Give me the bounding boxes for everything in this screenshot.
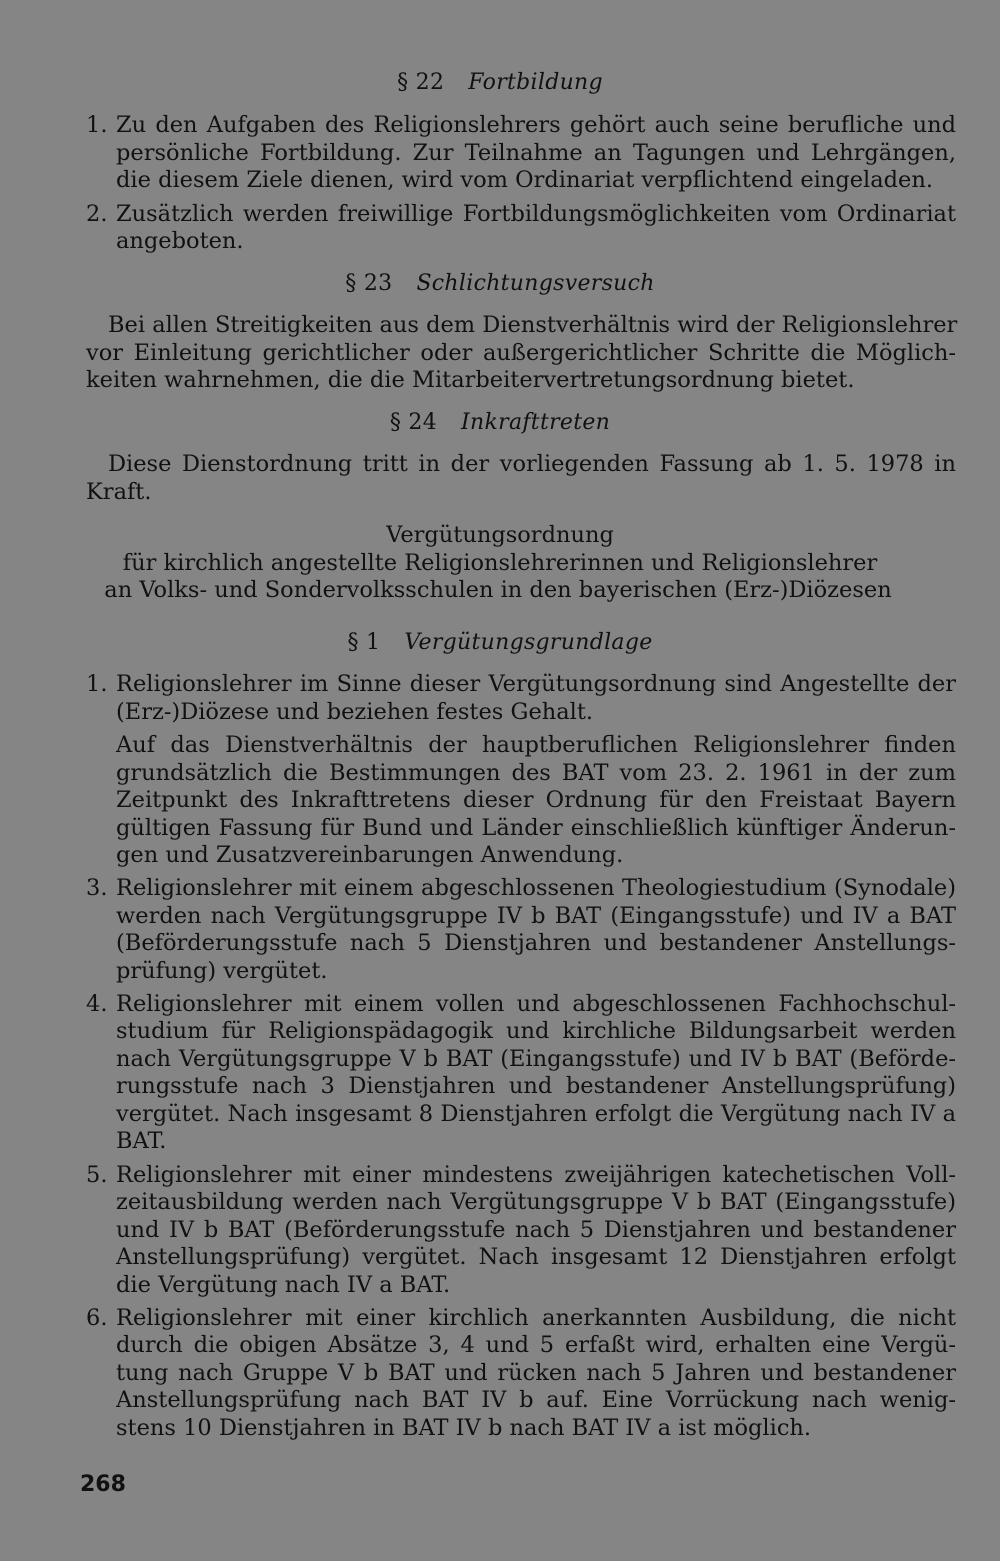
text-line: persönliche Fortbildung. Zur Teilnahme an Tagungen und Lehrgängen, [116, 140, 956, 166]
section-23-heading [0, 271, 1000, 296]
section-22-heading [0, 70, 1000, 95]
text-line: zeitausbildung werden nach Vergütungsgruppe V b BAT (Eingangsstufe) [116, 1189, 956, 1215]
text-line: Religionslehrer mit einer mindestens zweijährigen katechetischen Voll- [116, 1162, 956, 1188]
list-marker: 1. [86, 112, 108, 138]
text-line: Religionslehrer im Sinne dieser Vergütungsordnung sind Angestellte der [116, 671, 956, 697]
text-line: vergütet. Nach insgesamt 8 Dienstjahren erfolgt die Vergütung nach IV a [116, 1101, 956, 1127]
section-title: Fortbildung [468, 70, 603, 95]
text-line: (Beförderungsstufe nach 5 Dienstjahren und bestandener Anstellungs- [116, 930, 956, 956]
text-line: prüfung) vergütet. [116, 958, 328, 984]
section-number: § 1 [347, 630, 381, 655]
text-line: vor Einleitung gerichtlicher oder außergerichtlicher Schritte die Möglich- [86, 340, 956, 366]
section-title: Vergütungsgrundlage [404, 630, 653, 655]
text-line: grundsätzlich die Bestimmungen des BAT vom 23. 2. 1961 in der zum [116, 760, 956, 786]
text-line: Bei allen Streitigkeiten aus dem Dienstverhältnis wird der Religionslehrer [108, 312, 958, 338]
text-line: Religionslehrer mit einem abgeschlossenen Theologiestudium (Synodale) [116, 875, 956, 901]
text-line: (Erz-)Diözese und beziehen festes Gehalt. [116, 699, 594, 725]
document-subtitle: für kirchlich angestellte Religionslehrerinnen und Religionslehrer [122, 550, 878, 576]
document-title: Vergütungsordnung [386, 522, 614, 548]
list-marker: 3. [86, 875, 108, 901]
section-title: Inkrafttreten [461, 410, 611, 435]
list-marker: 4. [86, 991, 108, 1017]
text-line: Auf das Dienstverhältnis der hauptberuflichen Religionslehrer finden [116, 732, 956, 758]
list-marker: 6. [86, 1305, 108, 1331]
text-line: gültigen Fassung für Bund und Länder einschließlich künftiger Änderun- [116, 815, 956, 841]
text-line: die diesem Ziele dienen, wird vom Ordinariat verpflichtend eingeladen. [116, 167, 934, 193]
text-line: studium für Religionspädagogik und kirchliche Bildungsarbeit werden [116, 1018, 956, 1044]
text-line: und IV b BAT (Beförderungsstufe nach 5 Dienstjahren und bestandener [116, 1217, 956, 1243]
text-line: die Vergütung nach IV a BAT. [116, 1272, 451, 1298]
section-title: Schlichtungsversuch [416, 271, 655, 296]
text-line: keiten wahrnehmen, die die Mitarbeitervertretungsordnung bietet. [86, 367, 855, 393]
text-line: Anstellungsprüfung nach BAT IV b auf. Eine Vorrückung nach wenig- [116, 1387, 956, 1413]
text-line: Anstellungsprüfung) vergütet. Nach insgesamt 12 Dienstjahren erfolgt [116, 1244, 956, 1270]
text-line: nach Vergütungsgruppe V b BAT (Eingangsstufe) und IV b BAT (Beförde- [116, 1046, 956, 1072]
list-marker: 2. [86, 201, 108, 227]
text-line: BAT. [116, 1128, 167, 1154]
text-line: tung nach Gruppe V b BAT und rücken nach 5 Jahren und bestandener [116, 1360, 956, 1386]
text-line: Zu den Aufgaben des Religionslehrers gehört auch seine berufliche und [116, 112, 956, 138]
section-24-heading [0, 410, 1000, 435]
text-line: Kraft. [86, 479, 152, 505]
section-number: § 22 [397, 70, 445, 95]
text-line: werden nach Vergütungsgruppe IV b BAT (Eingangsstufe) und IV a BAT [116, 903, 956, 929]
text-line: durch die obigen Absätze 3, 4 und 5 erfaßt wird, erhalten eine Vergü- [116, 1332, 956, 1358]
page-number: 268 [80, 1472, 126, 1497]
text-line: rungsstufe nach 3 Dienstjahren und bestandener Anstellungsprüfung) [116, 1073, 956, 1099]
document-subtitle: an Volks- und Sondervolksschulen in den bayerischen (Erz-)Diözesen [104, 577, 892, 603]
section-number: § 24 [389, 410, 438, 435]
section-1-heading [0, 630, 1000, 655]
list-marker: 5. [86, 1162, 108, 1188]
text-line: gen und Zusatzvereinbarungen Anwendung. [116, 842, 624, 868]
text-line: Diese Dienstordnung tritt in der vorliegenden Fassung ab 1. 5. 1978 in [108, 451, 956, 477]
section-number: § 23 [345, 271, 393, 296]
list-marker: 1. [86, 671, 108, 697]
text-line: stens 10 Dienstjahren in BAT IV b nach BAT IV a ist möglich. [116, 1415, 812, 1441]
text-line: Zusätzlich werden freiwillige Fortbildungsmöglichkeiten vom Ordinariat [116, 201, 956, 227]
text-line: Zeitpunkt des Inkrafttretens dieser Ordnung für den Freistaat Bayern [116, 787, 956, 813]
text-line: Religionslehrer mit einer kirchlich anerkannten Ausbildung, die nicht [116, 1305, 956, 1331]
text-line: Religionslehrer mit einem vollen und abgeschlossenen Fachhochschul- [116, 991, 956, 1017]
text-line: angeboten. [116, 228, 244, 254]
